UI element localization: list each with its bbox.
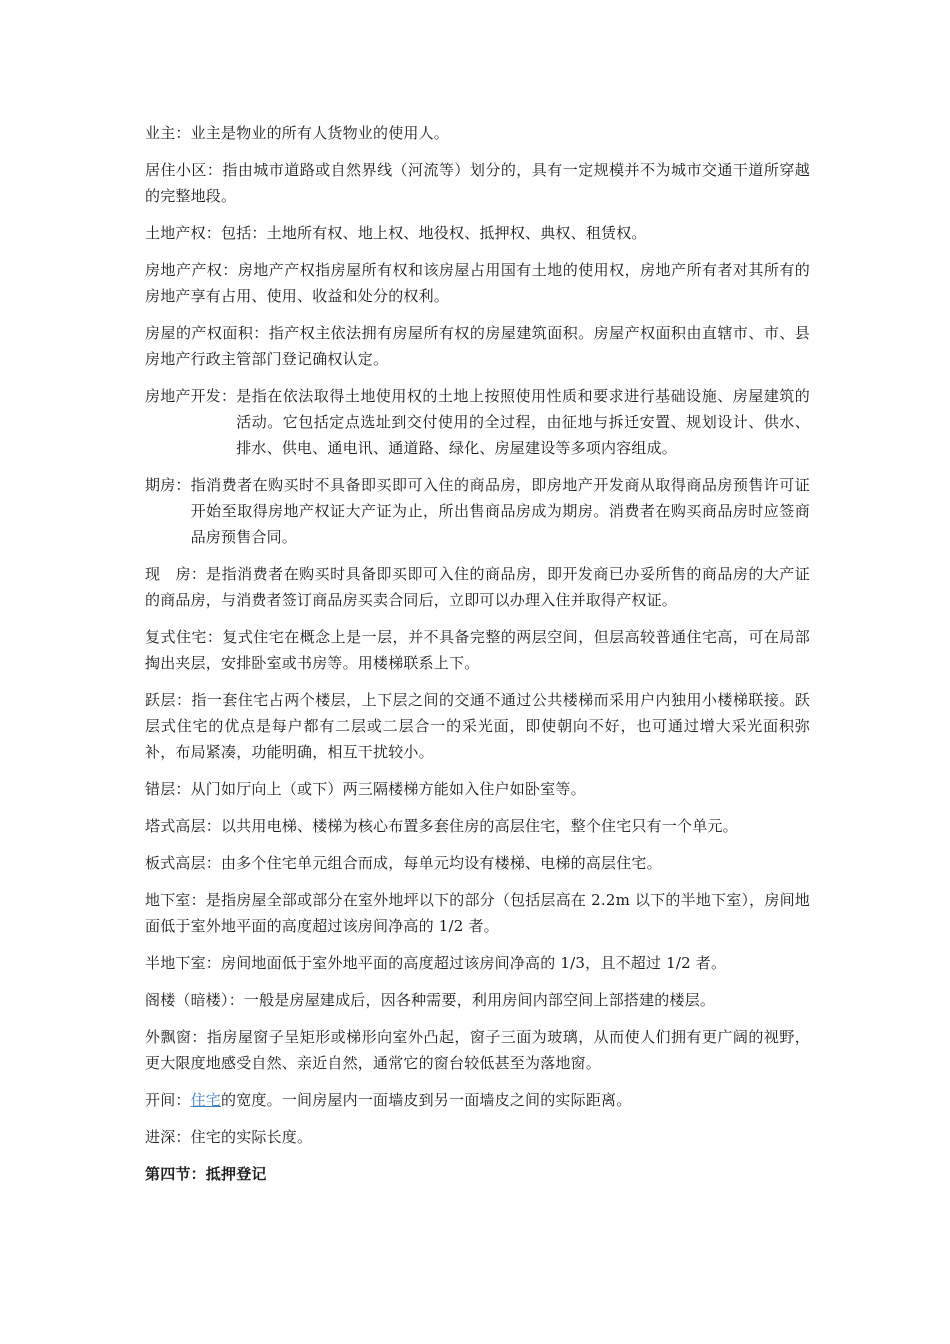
term: 外飘窗： [145, 1028, 207, 1046]
document-page [145, 120, 810, 1187]
definition-text: 房地产产权指房屋所有权和该房屋占用国有土地的使用权，房地产所有者对其所有的房地产享有占用、使用、收益和处分的权利。 [145, 261, 810, 305]
definition-tudi-chanquan [145, 220, 810, 246]
term: 房地产开发： [145, 387, 237, 405]
definition-text: 是指房屋全部或部分在室外地坪以下的部分（包括层高在 2.2m 以下的半地下室），房间地面低于室外地平面的高度超过该房间净高的 1/2 者。 [145, 891, 811, 935]
definition-yueceng [145, 687, 810, 765]
definition-text: 指一套住宅占两个楼层，上下层之间的交通不通过公共楼梯而采用户内独用小楼梯联接。跃层式住宅的优点是每户都有二层或二层合一的采光面，即使朝向不好，也可通过增大采光面积弥补，布局紧凑，功能明确，相互干扰较小。 [145, 691, 810, 761]
definition-text: 是指消费者在购买时具备即买即可入住的商品房，即开发商已办妥所售的商品房的大产证的商品房，与消费者签订商品房买卖合同后，立即可以办理入住并取得产权证。 [145, 565, 810, 609]
definition-jinshen [145, 1124, 810, 1150]
definition-gelou [145, 987, 810, 1013]
definition-text: 房间地面低于室外地平面的高度超过该房间净高的 1/3，且不超过 1/2 者。 [221, 954, 727, 972]
definition-text: 从门如厅向上（或下）两三隔楼梯方能如入住户如卧室等。 [190, 780, 586, 798]
definition-qifang [145, 472, 810, 550]
definition-tashi-gaoceng [145, 813, 810, 839]
term: 跃层： [145, 691, 192, 709]
definition-fangdichan-kaifa [145, 383, 810, 461]
definition-text: 指产权主依法拥有房屋所有权的房屋建筑面积。房屋产权面积由直辖市、市、县房地产行政主管部门登记确权认定。 [145, 324, 810, 368]
term: 房地产产权： [145, 261, 238, 279]
definition-text: 是指在依法取得土地使用权的土地上按照使用性质和要求进行基础设施、房屋建筑的活动。它包括定点选址到交付使用的全过程，由征地与拆迁安置、规划设计、供水、排水、供电、通电讯、通道路、绿化、房屋建设等多项内容组成。 [236, 387, 810, 457]
term: 期房： [145, 476, 191, 494]
definition-text: 由多个住宅单元组合而成，每单元均设有楼梯、电梯的高层住宅。 [221, 854, 662, 872]
definition-text: 业主是物业的所有人货物业的使用人。 [190, 124, 450, 142]
definition-waipiaochuang [145, 1024, 810, 1076]
definition-xianfang [145, 561, 810, 613]
term: 居住小区： [145, 161, 223, 179]
definition-juzhu-xiaoqu [145, 157, 810, 209]
term: 业主： [145, 124, 191, 142]
definition-banshi-gaoceng [145, 850, 810, 876]
definition-ban-dixiashi [145, 950, 810, 976]
definition-dixiashi [145, 887, 810, 939]
term: 地下室： [145, 891, 206, 909]
term: 土地产权： [145, 224, 222, 242]
definition-text: 包括：土地所有权、地上权、地役权、抵押权、典权、租赁权。 [221, 224, 647, 242]
definition-text: 一般是房屋建成后，因各种需要，利用房间内部空间上部搭建的楼层。 [243, 991, 716, 1009]
definition-text: 的宽度。一间房屋内一面墙皮到另一面墙皮之间的实际距离。 [221, 1091, 632, 1109]
term: 错层： [145, 780, 191, 798]
term: 现 房： [145, 565, 207, 583]
definition-text: 指消费者在购买时不具备即买即可入住的商品房，即房地产开发商从取得商品房预售许可证开始至取得房地产权证大产证为止，所出售商品房成为期房。消费者在购买商品房时应签商品房预售合同。 [190, 476, 810, 546]
term: 板式高层： [145, 854, 222, 872]
definition-fushi-zhuzhai [145, 624, 810, 676]
term: 塔式高层： [145, 817, 222, 835]
term: 开间： [145, 1091, 191, 1109]
section-heading: 第四节：抵押登记 [145, 1165, 267, 1183]
definition-kaijian [145, 1087, 810, 1113]
definition-text: 复式住宅在概念上是一层，并不具备完整的两层空间，但层高较普通住宅高，可在局部掏出夹层，安排卧室或书房等。用楼梯联系上下。 [145, 628, 810, 672]
definition-text: 指由城市道路或自然界线（河流等）划分的，具有一定规模并不为城市交通干道所穿越的完整地段。 [145, 161, 810, 205]
definition-text: 住宅的实际长度。 [190, 1128, 313, 1146]
definition-cuoceng [145, 776, 810, 802]
term: 房屋的产权面积： [145, 324, 269, 342]
term: 进深： [145, 1128, 191, 1146]
definition-text: 以共用电梯、楼梯为核心布置多套住房的高层住宅，整个住宅只有一个单元。 [221, 817, 738, 835]
term: 阁楼（暗楼）： [145, 991, 244, 1009]
definition-yezhu [145, 120, 810, 146]
term: 半地下室： [145, 954, 222, 972]
definition-text: 指房屋窗子呈矩形或梯形向室外凸起，窗子三面为玻璃，从而使人们拥有更广阔的视野，更大限度地感受自然、亲近自然，通常它的窗台较低甚至为落地窗。 [145, 1028, 810, 1072]
term: 复式住宅： [145, 628, 223, 646]
definition-fangdichan-chanquan [145, 257, 810, 309]
definition-chanquan-mianji [145, 320, 810, 372]
zhuzhai-link[interactable]: 住宅 [190, 1091, 222, 1109]
